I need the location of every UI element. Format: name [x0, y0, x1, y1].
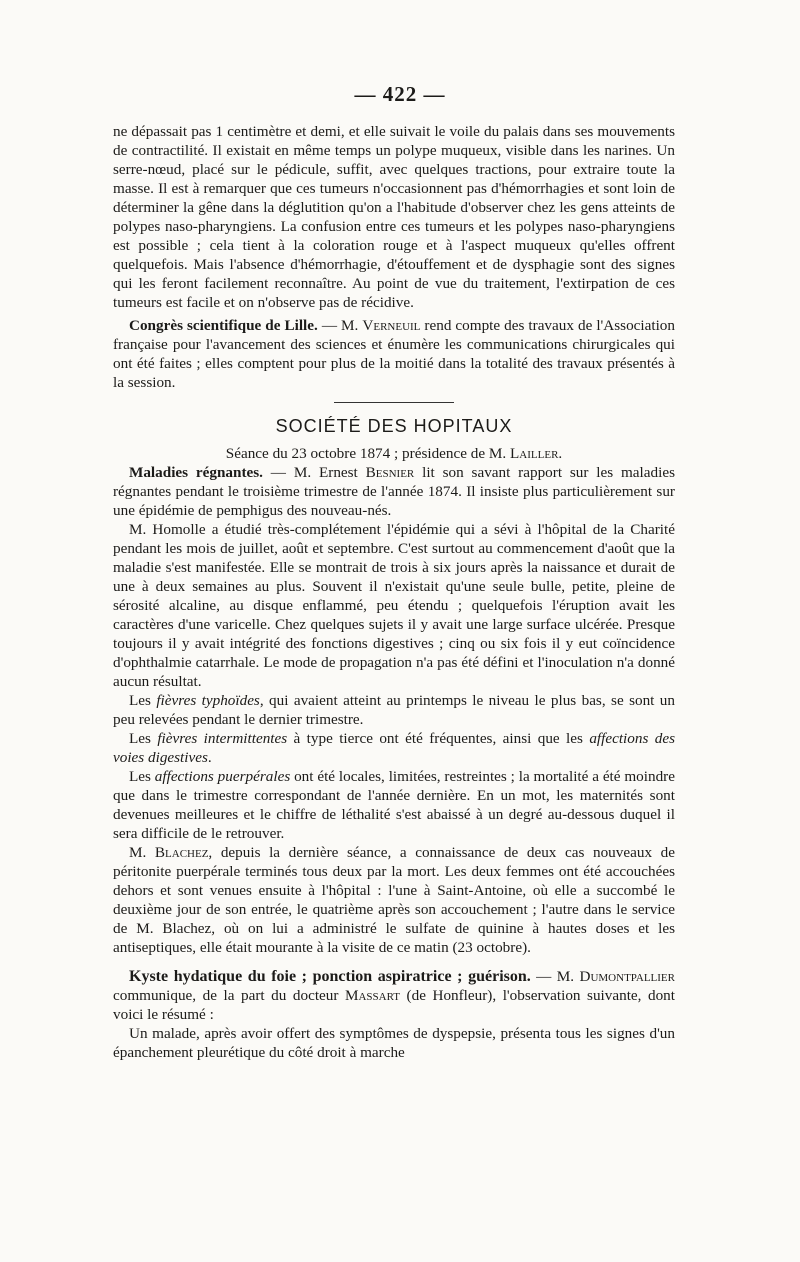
final-paragraph: Un malade, après avoir offert des symptômes de dyspepsie, présenta tous les signes d'un épanchement pleurétique du côté droit à marche [113, 1025, 675, 1061]
puerperales-text: ont été locales, limitées, restreintes ; la mortalité a été moindre que dans le trimestre correspondant de l'année dernière. En un mot, les maternités sont devenues meilleures et le chiffre de léthalité s'est abaissé à un degré au-dessous duquel il sera difficile de le retrouver. [113, 768, 675, 842]
typhoides-paragraph [113, 691, 675, 729]
section-divider [334, 402, 454, 403]
session-line [113, 444, 675, 463]
typhoides-term: fièvres typhoïdes [156, 692, 260, 709]
typhoides-text: , qui avaient atteint au printemps le niveau le plus bas, se sont un peu relevées pendant le dernier trimestre. [113, 692, 675, 728]
congres-name: Verneuil [362, 317, 421, 334]
intermittentes-end: . [207, 749, 212, 766]
section-title: SOCIÉTÉ DES HOPITAUX [275, 416, 513, 436]
blachez-paragraph [113, 843, 675, 957]
intermittentes-pre: Les [129, 730, 158, 747]
congres-paragraph [113, 316, 675, 392]
congres-heading: Congrès scientifique de Lille. [129, 317, 318, 334]
session-end: . [558, 445, 563, 462]
puerperales-pre: Les [129, 768, 155, 785]
maladies-heading: Maladies régnantes. [129, 464, 263, 481]
blachez-name: Blachez [154, 844, 209, 861]
maladies-name: Besnier [365, 464, 415, 481]
congres-dash: — M. [317, 317, 363, 334]
blachez-text: , depuis la dernière séance, a connaissance de deux cas nouveaux de péritonite puerpérale terminés tous deux par la mort. Les deux femmes ont été accouchées dehors et sont venues ensuite à l'hôpital : l'une à Saint-Antoine, où elle a succombé le deuxième jour de son entrée, le quatrième après son accouchement ; l'autre dans le service de M. Blachez, où on lui a administré le sulfate de quinine à hautes doses et les antiseptiques, elle était mourante à la visite de ce matin (23 octobre). [113, 844, 675, 956]
congres-text: rend compte des travaux de l'Association française pour l'avancement des sciences et énumère les communications chirurgicales qui ont été faites ; elles comptent pour plus de la moitié dans la totalité des travaux présentés à la session. [113, 317, 675, 391]
intermittentes-mid: à type tierce ont été fréquentes, ainsi que les [287, 730, 590, 747]
puerperales-term: affections puerpérales [154, 768, 291, 785]
maladies-paragraph [113, 463, 675, 520]
puerperales-paragraph [113, 767, 675, 843]
page-number: — 422 — [354, 82, 446, 106]
kyste-heading: Kyste hydatique du foie ; ponction aspiratrice ; guérison. [129, 968, 531, 985]
session-president: Lailler [510, 445, 559, 462]
typhoides-pre: Les [129, 692, 157, 709]
maladies-text: lit son savant rapport sur les maladies régnantes pendant le troisième trimestre de l'année 1874. Il insiste plus particulièrement sur une épidémie de pemphigus des nouveau-nés. [113, 464, 675, 519]
intermittentes-paragraph [113, 729, 675, 767]
kyste-mid: communique, de la part du docteur [113, 987, 345, 1004]
intermittentes-term: fièvres intermittentes [157, 730, 288, 747]
maladies-dash: — M. Ernest [262, 464, 366, 481]
kyste-doctor: Massart [344, 987, 400, 1004]
blachez-pre: M. [129, 844, 155, 861]
intro-paragraph: ne dépassait pas 1 centimètre et demi, et elle suivait le voile du palais dans ses mouvements de contractilité. Il existait en même temps un polype muqueux, visible dans les narines. Un serre-nœud, placé sur le pédicule, suffit, avec quelques tractions, pour extraire toute la masse. Il est à remarquer que ces tumeurs n'occasionnent pas d'hémorrhagies et sont loin de déterminer la gêne dans la déglutition qu'on a l'habitude d'observer chez les gens atteints de polypes naso-pharyngiens. La confusion entre ces tumeurs et les polypes naso-pharyngiens est possible ; cela tient à la coloration rouge et à l'aspect muqueux qu'elles offrent quelquefois. Mais l'absence d'hémorrhagie, d'étouffement et de dysphagie sont des signes qui les feront facilement reconnaître. Au point de vue du traitement, l'extirpation de ces tumeurs est facile et on n'observe pas de récidive. [113, 123, 675, 311]
homolle-paragraph: M. Homolle a étudié très-complétement l'épidémie qui a sévi à l'hôpital de la Charité pendant les mois de juillet, août et septembre. C'est surtout au commencement d'août que la maladie s'est manifestée. Elle se montrait de trois à six jours après la naissance et durait de une à deux semaines au plus. Souvent il n'existait qu'une seule bulle, petite, pleine de sérosité alcaline, au disque enflammé, peu étendu ; quelquefois l'éruption avait les caractères d'une varicelle. Chez quelques sujets il y avait une large surface ulcérée. Presque toujours il y avait intégrité des fonctions digestives ; cinq ou six fois il y eut coïncidence d'ophthalmie catarrhale. Le mode de propagation n'a pas été défini et l'inoculation n'a donné aucun résultat. [113, 521, 675, 690]
text-column [113, 122, 675, 1062]
kyste-paragraph [113, 967, 675, 1024]
kyste-text: (de Honfleur), l'observation suivante, dont voici le résumé : [113, 987, 675, 1023]
session-text: Séance du 23 octobre 1874 ; présidence de M. [225, 445, 511, 462]
kyste-dash: — M. [530, 968, 580, 985]
intermittentes-term2: affections des voies digestives [113, 730, 675, 766]
kyste-name: Dumontpallier [579, 968, 675, 985]
